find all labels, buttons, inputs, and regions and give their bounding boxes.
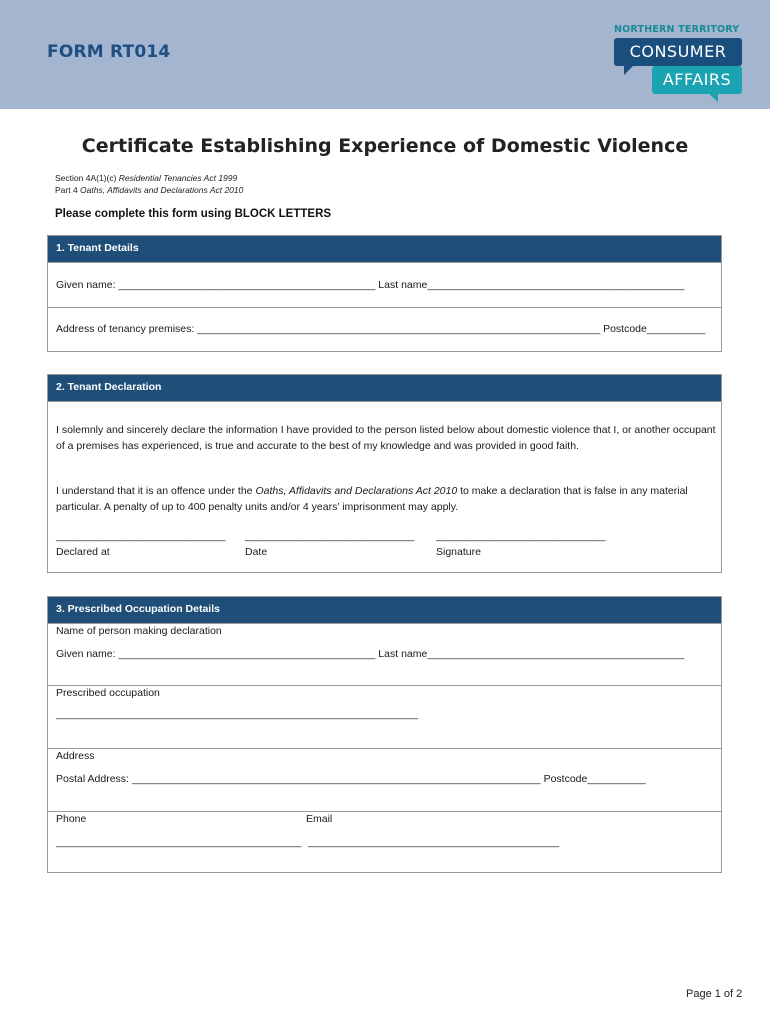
- section-heading: 2. Tenant Declaration: [48, 375, 721, 401]
- logo-territory-text: NORTHERN TERRITORY: [614, 24, 740, 35]
- consumer-affairs-logo: [612, 24, 747, 102]
- instruction-text: Please complete this form using BLOCK LETTERS: [55, 208, 332, 220]
- tenant-name-row[interactable]: [48, 262, 721, 307]
- date-label: Date: [245, 546, 268, 558]
- signature-label: Signature: [436, 546, 481, 558]
- contact-row[interactable]: [48, 811, 721, 872]
- declarant-given-last-name-field[interactable]: Given name: ____________________________________________ Last name____________________________________________: [56, 648, 685, 660]
- postal-address-field[interactable]: Postal Address: ______________________________________________________________________ Postcode__________: [56, 773, 646, 785]
- occupation-line[interactable]: ______________________________________________________________: [56, 708, 419, 720]
- occupation-row[interactable]: [48, 685, 721, 748]
- logo-affairs-box: AFFAIRS: [652, 66, 742, 94]
- declared-at-line[interactable]: _____________________________: [56, 530, 226, 542]
- date-line[interactable]: _____________________________: [245, 530, 415, 542]
- section-heading: 1. Tenant Details: [48, 236, 721, 262]
- postal-address-row[interactable]: [48, 748, 721, 811]
- section-heading: 3. Prescribed Occupation Details: [48, 597, 721, 623]
- signature-line[interactable]: _____________________________: [436, 530, 606, 542]
- declaration-paragraph-1: I solemnly and sincerely declare the information I have provided to the person listed below about domestic violence that I, or another occupant of a premises has experienced, is true and accurate to the best of my knowledge and was provided in good faith.: [56, 424, 716, 452]
- occupation-label: Prescribed occupation: [56, 687, 160, 699]
- legislation-reference-2: Part 4 Oaths, Affidavits and Declarations Act 2010: [55, 185, 244, 195]
- tenant-given-last-name-field[interactable]: Given name: ____________________________________________ Last name____________________________________________: [56, 279, 685, 291]
- section-prescribed-occupation: [47, 596, 722, 873]
- form-code: FORM RT014: [47, 42, 171, 62]
- page-number: Page 1 of 2: [686, 988, 743, 1000]
- declarant-name-label: Name of person making declaration: [56, 625, 222, 637]
- logo-consumer-box: CONSUMER: [614, 38, 742, 66]
- address-label: Address: [56, 750, 95, 762]
- section-tenant-details: [47, 235, 722, 352]
- section-tenant-declaration: [47, 374, 722, 573]
- logo-speech-tail-icon: [624, 65, 634, 75]
- declaration-paragraph-2: I understand that it is an offence under the Oaths, Affidavits and Declarations Act 2010 to make a declaration that is false in any material particular. A penalty of up to 400 penalty units and/or 4 years’ imprisonment may apply.: [56, 485, 688, 513]
- declaration-body: [48, 401, 721, 572]
- tenant-address-row[interactable]: [48, 307, 721, 351]
- logo-speech-tail-icon: [708, 93, 718, 102]
- email-line[interactable]: ___________________________________________: [308, 836, 560, 848]
- document-title: Certificate Establishing Experience of Domestic Violence: [81, 135, 689, 157]
- tenancy-address-field[interactable]: Address of tenancy premises: _____________________________________________________________________ Postcode__________: [56, 323, 706, 335]
- phone-line[interactable]: __________________________________________: [56, 836, 302, 848]
- legislation-reference-1: Section 4A(1)(c) Residential Tenancies Act 1999: [55, 173, 238, 183]
- declarant-name-row[interactable]: [48, 623, 721, 685]
- declared-at-label: Declared at: [56, 546, 110, 558]
- email-label: Email: [306, 813, 333, 825]
- phone-label: Phone: [56, 813, 87, 825]
